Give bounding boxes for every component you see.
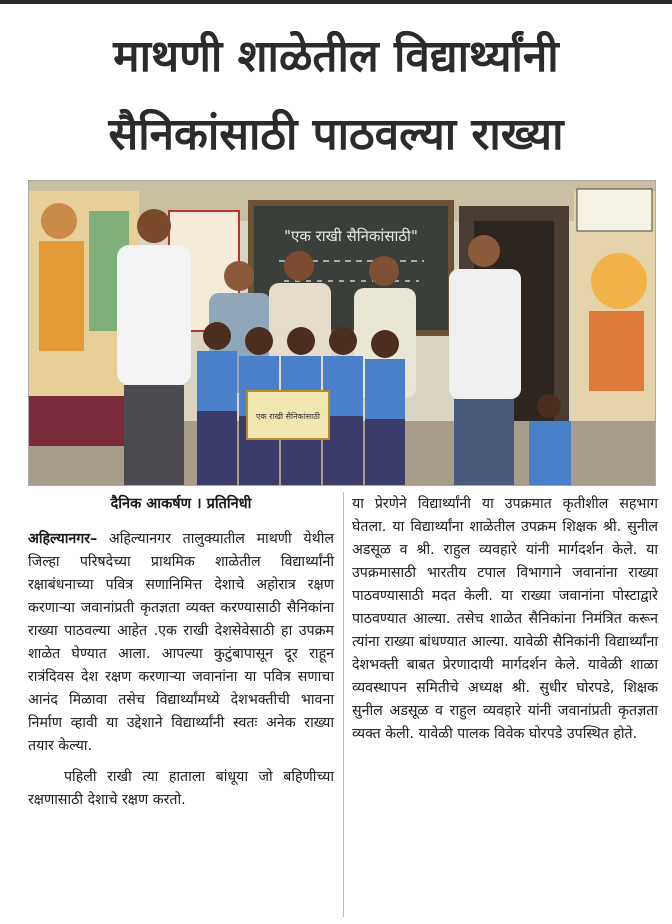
paragraph-2: पहिली राखी त्या हाताला बांधूया जो बहिणीच्या रक्षणासाठी देशाचे रक्षण करतो. <box>28 769 334 808</box>
dateline: अहिल्यानगर– <box>28 531 98 547</box>
article-left-column <box>28 493 334 812</box>
news-photo <box>28 180 656 486</box>
paragraph-1 <box>28 528 334 758</box>
paragraph-1-body: अहिल्यानगर तालुक्यातील माथणी येथील जिल्हा परिषदेच्या प्राथमिक शाळेतील विद्यार्थ्यांनी रक्षाबंधनाच्या पवित्र सणानिमित्त देशाचे अहोरात्र रक्षण करणाऱ्या जवानांप्रती कृतज्ञता व्यक्त करण्यासाठी सैनिकांना राख्या पाठवल्या आहेत .एक राखी देशसेवेसाठी हा उपक्रम शाळेत घेण्यात आला. आपल्या कुटुंबापासून दूर राहून रात्रंदिवस देश रक्षण करणाऱ्या जवानांना या पवित्र सणाचा आनंद मिळावा तसेच विद्यार्थ्यांमध्ये देशभक्तीची भावना निर्माण व्हावी या उद्देशाने विद्यार्थ्यांनी स्वतः अनेक राख्या तयार केल्या. <box>28 531 334 754</box>
paragraph-3: या प्रेरणेने विद्यार्थ्यांनी या उपक्रमात कृतीशील सहभाग घेतला. या विद्यार्थ्यांना शाळेतील उपक्रम शिक्षक श्री. सुनील अडसूळ व श्री. राहुल व्यवहारे यांनी मार्गदर्शन केले. या उपक्रमासाठी भारतीय टपाल विभागाने जवानांना राख्या पाठवण्यासाठी मदत केली. या राख्या जवानांना पोस्टाद्वारे पाठवण्यात आल्या. तसेच शाळेत सैनिकांना निमंत्रित करून त्यांना राख्या बांधण्यात आल्या. यावेळी सैनिकांनी विद्यार्थ्यांना देशभक्ती बाबत प्रेरणादायी मार्गदर्शन केले. यावेळी शाळा व्यवस्थापन समितीचे अध्यक्ष श्री. सुधीर घोरपडे, शिक्षक सुनील अडसूळ व राहुल व्यवहारे यांनी जवानांप्रती कृतज्ञता व्यक्त केली. यावेळी पालक विवेक घोरपडे उपस्थित होते. <box>352 496 658 742</box>
headline <box>0 18 672 174</box>
article-right-column <box>352 493 658 746</box>
headline-line-1: माथणी शाळेतील विद्यार्थ्यांनी <box>113 31 559 82</box>
byline: दैनिक आकर्षण । प्रतिनिधी <box>110 496 252 512</box>
top-rule <box>0 0 672 4</box>
column-divider <box>343 492 344 917</box>
blackboard-text: "एक राखी सैनिकांसाठी" <box>284 227 418 245</box>
box-text: एक राखी सैनिकांसाठी <box>256 412 320 421</box>
headline-line-2: सैनिकांसाठी पाठवल्या राख्या <box>108 109 564 160</box>
